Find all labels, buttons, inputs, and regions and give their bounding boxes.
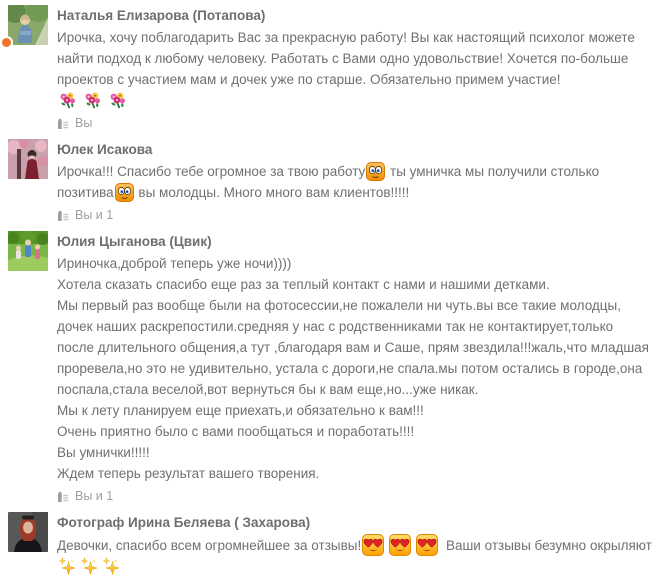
comment-paragraph — [57, 442, 652, 463]
author-name-link[interactable]: Наталья Елизарова (Потапова) — [57, 8, 266, 23]
comment-text: Ждем теперь результат вашего творения. — [57, 466, 320, 481]
comment-text: Мы первый раз вообще были на фотосессии,не пожалели ни чуть.вы все такие молодцы, дочек наших раскрепостили.средняя у нас с родственниками так не контактирует,только после длительного общения,а тут ,благодаря вам и Саше, прям звездила!!!жаль,что младшая проревела,но это не удивительно, устала с дороги,не спала.мы потом остались в городе,она поспала,стала веселой,вот вернуться бы к вам еще,но...уже никак. — [57, 298, 649, 397]
heart-eyes-smiley-emoji — [362, 534, 384, 556]
comment-1 — [0, 5, 662, 132]
flower-bouquet-emoji — [83, 91, 102, 110]
comment-paragraph — [57, 90, 652, 111]
comment-paragraph — [57, 421, 652, 442]
comment-text: ты умничка мы получили столько позитива — [57, 164, 600, 200]
author-name-link[interactable]: Юлек Исакова — [57, 142, 153, 157]
avatar-red-haired-woman[interactable] — [8, 512, 48, 552]
comment-text: Вы умнички!!!!! — [57, 445, 150, 460]
comment-text: Девочки, спасибо всем огромнейшее за отзывы! — [57, 538, 362, 553]
comment-text: Ириночка,доброй теперь уже ночи)))) — [57, 256, 292, 271]
like-row[interactable] — [57, 206, 652, 224]
comment-paragraph — [57, 400, 652, 421]
comment-body — [57, 534, 652, 577]
online-status-dot — [2, 38, 11, 47]
avatar-family-on-lawn[interactable] — [8, 231, 48, 271]
comment-paragraph — [57, 534, 652, 577]
comment-text: Ирочка, хочу поблагодарить Вас за прекрасную работу! Вы как настоящий психолог можете найти подход к любому человеку. Работать с Вами одно удовольствие! Хочется по-больше проектов с участием мам и дочек уже по старше. Обязательно примем участие! — [57, 30, 635, 87]
comment-content — [57, 139, 652, 224]
flower-bouquet-emoji — [108, 91, 127, 110]
comment-text: Мы к лету планируем еще приехать,и обязательно к вам!!! — [57, 403, 424, 418]
thumbs-up-icon — [57, 490, 70, 503]
comment-text: Хотела сказать спасибо еще раз за теплый контакт с нами и нашими детками. — [57, 277, 550, 292]
comment-paragraph — [57, 161, 652, 203]
thumbs-up-icon — [57, 209, 70, 222]
comment-text: Ваши отзывы безумно окрыляют — [442, 538, 652, 553]
comment-paragraph — [57, 463, 652, 484]
like-label: Вы и 1 — [75, 208, 114, 222]
comment-content — [57, 5, 652, 132]
comment-text: вы молодцы. Много много вам клиентов!!!!! — [134, 185, 410, 200]
comment-body — [57, 253, 652, 484]
comment-content — [57, 512, 652, 577]
avatar-woman-with-flowers[interactable] — [8, 139, 48, 179]
avatar-woman-in-park[interactable] — [8, 5, 48, 45]
sparkles-emoji — [102, 557, 120, 575]
heart-eyes-smiley-emoji — [416, 534, 438, 556]
like-label: Вы — [75, 116, 93, 130]
comment-text: Ирочка!!! Спасибо тебе огромное за твою работу — [57, 164, 366, 179]
comment-3 — [0, 231, 662, 505]
thumbs-up-icon — [57, 117, 70, 130]
big-eyes-smiley-emoji — [366, 162, 385, 181]
comment-body — [57, 27, 652, 111]
like-label: Вы и 1 — [75, 489, 114, 503]
author-name-link[interactable]: Фотограф Ирина Беляева ( Захарова) — [57, 515, 311, 530]
comment-paragraph — [57, 274, 652, 295]
comment-paragraph — [57, 253, 652, 274]
comment-body — [57, 161, 652, 203]
like-row[interactable] — [57, 114, 652, 132]
comment-paragraph — [57, 295, 652, 400]
like-row[interactable] — [57, 487, 652, 505]
heart-eyes-smiley-emoji — [389, 534, 411, 556]
author-name-link[interactable]: Юлия Цыганова (Цвик) — [57, 234, 212, 249]
comment-paragraph — [57, 27, 652, 90]
sparkles-emoji — [58, 557, 76, 575]
comment-4 — [0, 512, 662, 577]
flower-bouquet-emoji — [58, 91, 77, 110]
comment-2 — [0, 139, 662, 224]
big-eyes-smiley-emoji — [115, 183, 134, 202]
comment-content — [57, 231, 652, 505]
sparkles-emoji — [80, 557, 98, 575]
comment-text: Очень приятно было с вами пообщаться и поработать!!!! — [57, 424, 415, 439]
